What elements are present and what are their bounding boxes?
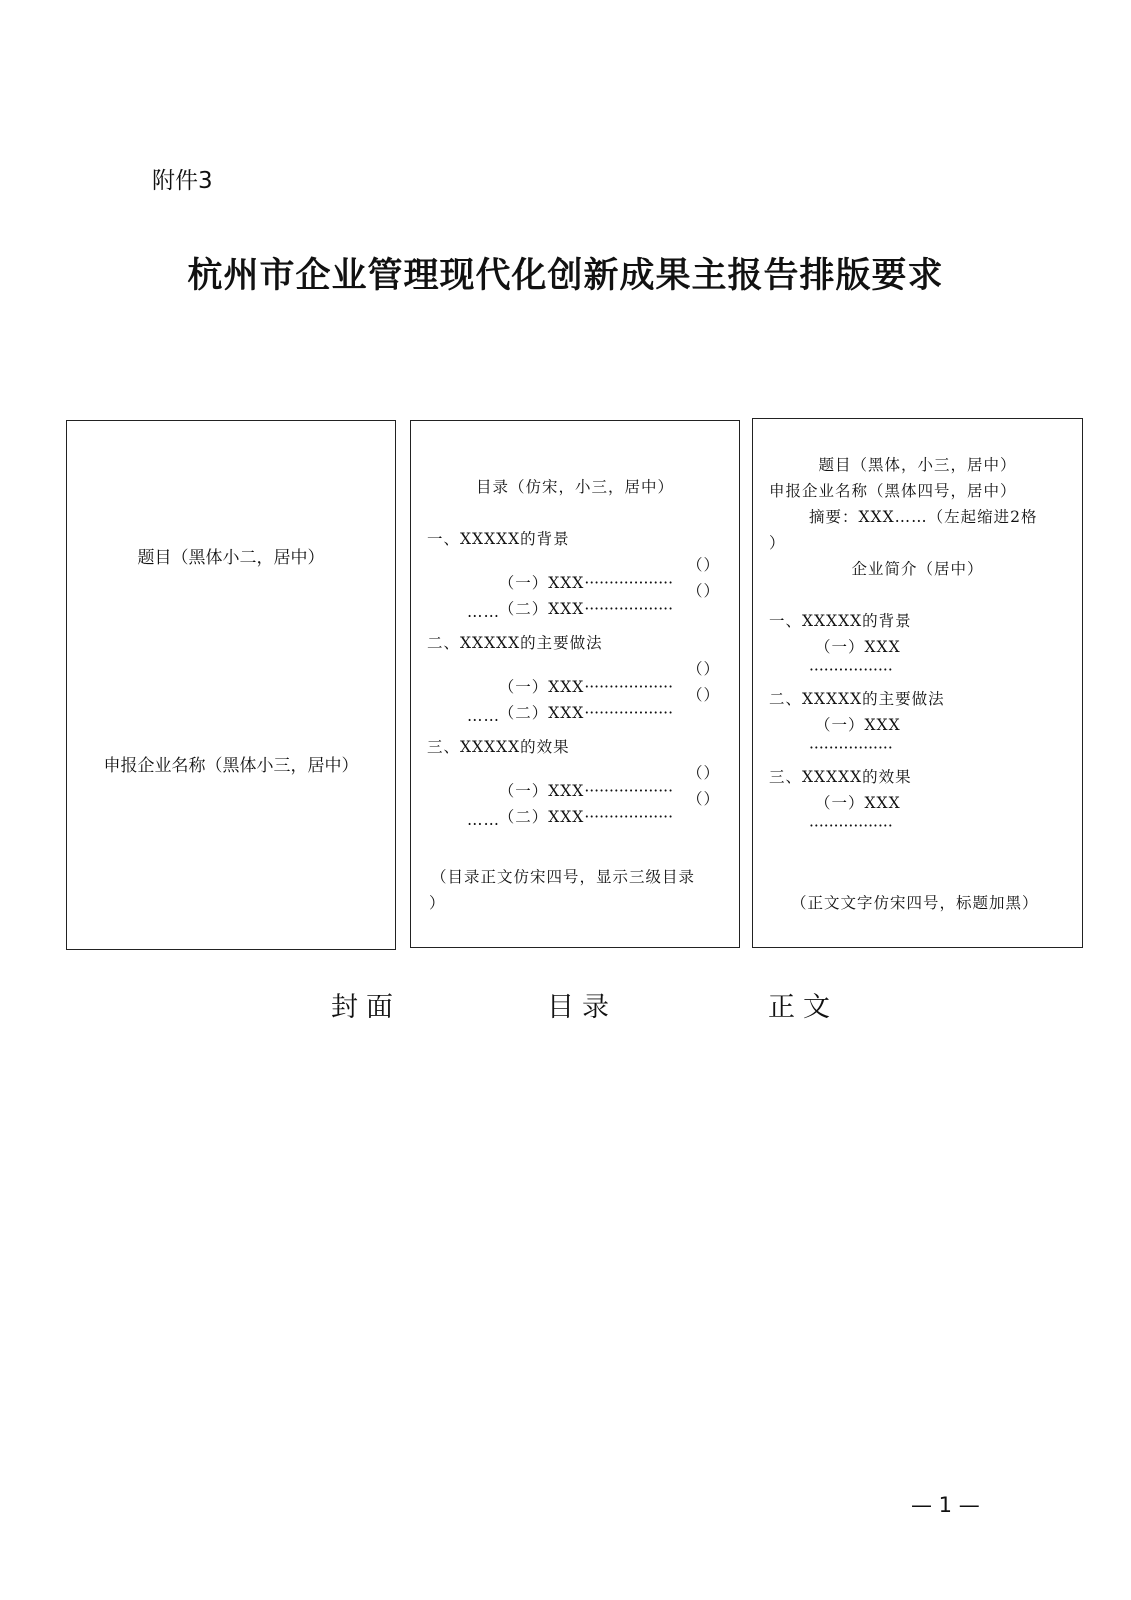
toc-line: 一、XXXXX的背景 (427, 530, 570, 548)
body-line: （一）XXX (815, 716, 901, 734)
toc-line: 三、XXXXX的效果 (427, 738, 570, 756)
body-company-spec: 申报企业名称（黑体四号，居中） (769, 482, 1017, 500)
toc-entry-label: （二）XXX (498, 704, 585, 722)
body-line: 一、XXXXX的背景 (769, 612, 912, 630)
body-abstract: 摘要：XXX……（左起缩进2格 (809, 508, 1038, 526)
caption-body: 正文 (768, 992, 838, 1023)
toc-line (475, 787, 673, 845)
body-line: （一）XXX (815, 638, 901, 656)
toc-ellipsis: …… (467, 811, 500, 829)
body-line: 三、XXXXX的效果 (769, 768, 912, 786)
cover-panel (66, 420, 396, 950)
body-dots: ················· (809, 661, 893, 679)
cover-title-spec: 题目（黑体小二，居中） (137, 548, 325, 568)
attachment-label: 附件3 (152, 168, 213, 194)
toc-line (475, 579, 673, 637)
caption-toc: 目录 (547, 992, 617, 1023)
toc-page-ref: （） (687, 582, 721, 600)
body-line: （一）XXX (815, 794, 901, 812)
body-line: 二、XXXXX的主要做法 (769, 690, 945, 708)
body-dots: ················· (809, 817, 893, 835)
body-intro-heading: 企业简介（居中） (851, 560, 984, 578)
toc-entry-label: （一）XXX (498, 782, 585, 800)
body-title-spec: 题目（黑体，小三，居中） (818, 456, 1017, 474)
toc-note: （目录正文仿宋四号，显示三级目录 (431, 868, 696, 886)
toc-entry-label: （二）XXX (498, 808, 585, 826)
caption-cover: 封面 (331, 992, 401, 1023)
toc-page-ref: （） (687, 556, 721, 574)
body-abstract-continuation: ） (769, 534, 786, 552)
toc-leader-dots: ·················· (584, 704, 674, 722)
toc-entry-label: （一）XXX (498, 678, 585, 696)
toc-page-ref: （） (687, 660, 721, 678)
toc-leader-dots: ·················· (584, 600, 674, 618)
toc-line (475, 683, 673, 741)
toc-ellipsis: …… (467, 707, 500, 725)
page-number: — 1 — (911, 1493, 980, 1517)
toc-page-ref: （） (687, 686, 721, 704)
toc-ellipsis: …… (467, 603, 500, 621)
toc-note-continuation: ） (429, 894, 446, 912)
body-panel (752, 418, 1083, 948)
toc-page-ref: （） (687, 764, 721, 782)
cover-company-spec: 申报企业名称（黑体小三，居中） (103, 756, 359, 776)
toc-entry-label: （二）XXX (498, 600, 585, 618)
document-title: 杭州市企业管理现代化创新成果主报告排版要求 (187, 255, 944, 296)
toc-page-ref: （） (687, 790, 721, 808)
toc-leader-dots: ·················· (584, 574, 674, 592)
toc-entry-label: （一）XXX (498, 574, 585, 592)
toc-panel (410, 420, 740, 948)
body-note: （正文文字仿宋四号，标题加黑） (791, 894, 1039, 912)
body-dots: ················· (809, 739, 893, 757)
toc-leader-dots: ·················· (584, 782, 674, 800)
toc-leader-dots: ·················· (584, 678, 674, 696)
toc-line: 二、XXXXX的主要做法 (427, 634, 603, 652)
toc-heading: 目录（仿宋，小三，居中） (475, 478, 674, 496)
toc-leader-dots: ·················· (584, 808, 674, 826)
